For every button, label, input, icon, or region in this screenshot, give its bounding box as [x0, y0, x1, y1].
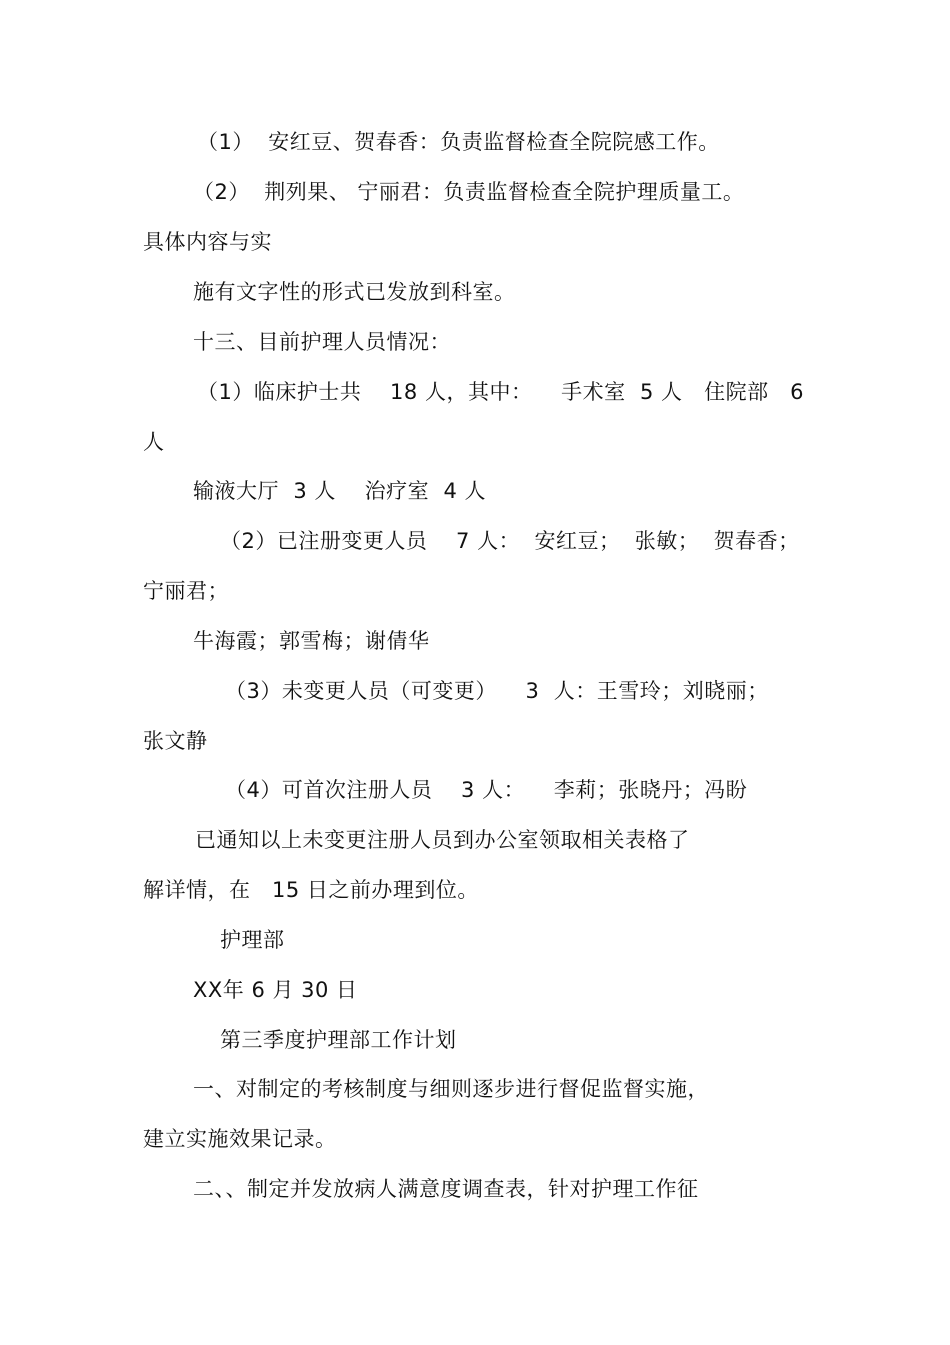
- text-line: 施有文字性的形式已发放到科室。: [193, 280, 516, 304]
- text-line: （3）未变更人员（可变更） 3 人：王雪玲；刘晓丽；: [225, 679, 769, 703]
- text-line: 二、、制定并发放病人满意度调查表，针对护理工作征: [193, 1177, 699, 1201]
- text-line: （4）可首次注册人员 3 人： 李莉；张晓丹；冯盼: [225, 778, 748, 802]
- text-line: （1）临床护士共 18 人，其中： 手术室 5 人 住院部 6: [197, 380, 804, 404]
- text-line: 宁丽君；: [143, 579, 229, 603]
- text-line: 解详情，在 15 日之前办理到位。: [143, 878, 479, 902]
- text-line: （1） 安红豆、贺春香：负责监督检查全院院感工作。: [197, 130, 720, 154]
- text-line: 牛海霞；郭雪梅；谢倩华: [193, 629, 430, 653]
- signature-department: 护理部: [220, 928, 285, 952]
- text-line: 建立实施效果记录。: [143, 1127, 337, 1151]
- text-line: 一、对制定的考核制度与细则逐步进行督促监督实施，: [193, 1077, 709, 1101]
- text-line: 十三、目前护理人员情况：: [193, 330, 451, 354]
- text-line: 人: [143, 430, 165, 454]
- text-line: （2） 荆列果、 宁丽君：负责监督检查全院护理质量工。: [193, 180, 745, 204]
- text-line: 张文静: [143, 729, 208, 753]
- text-line: 输液大厅 3 人 治疗室 4 人: [193, 479, 486, 503]
- text-line: 已通知以上未变更注册人员到办公室领取相关表格了: [195, 828, 690, 852]
- signature-date: XX年 6 月 30 日: [193, 978, 358, 1002]
- section-title: 第三季度护理部工作计划: [220, 1028, 457, 1052]
- text-line: （2）已注册变更人员 7 人： 安红豆； 张敏； 贺春香；: [220, 529, 800, 553]
- text-line: 具体内容与实: [143, 230, 272, 254]
